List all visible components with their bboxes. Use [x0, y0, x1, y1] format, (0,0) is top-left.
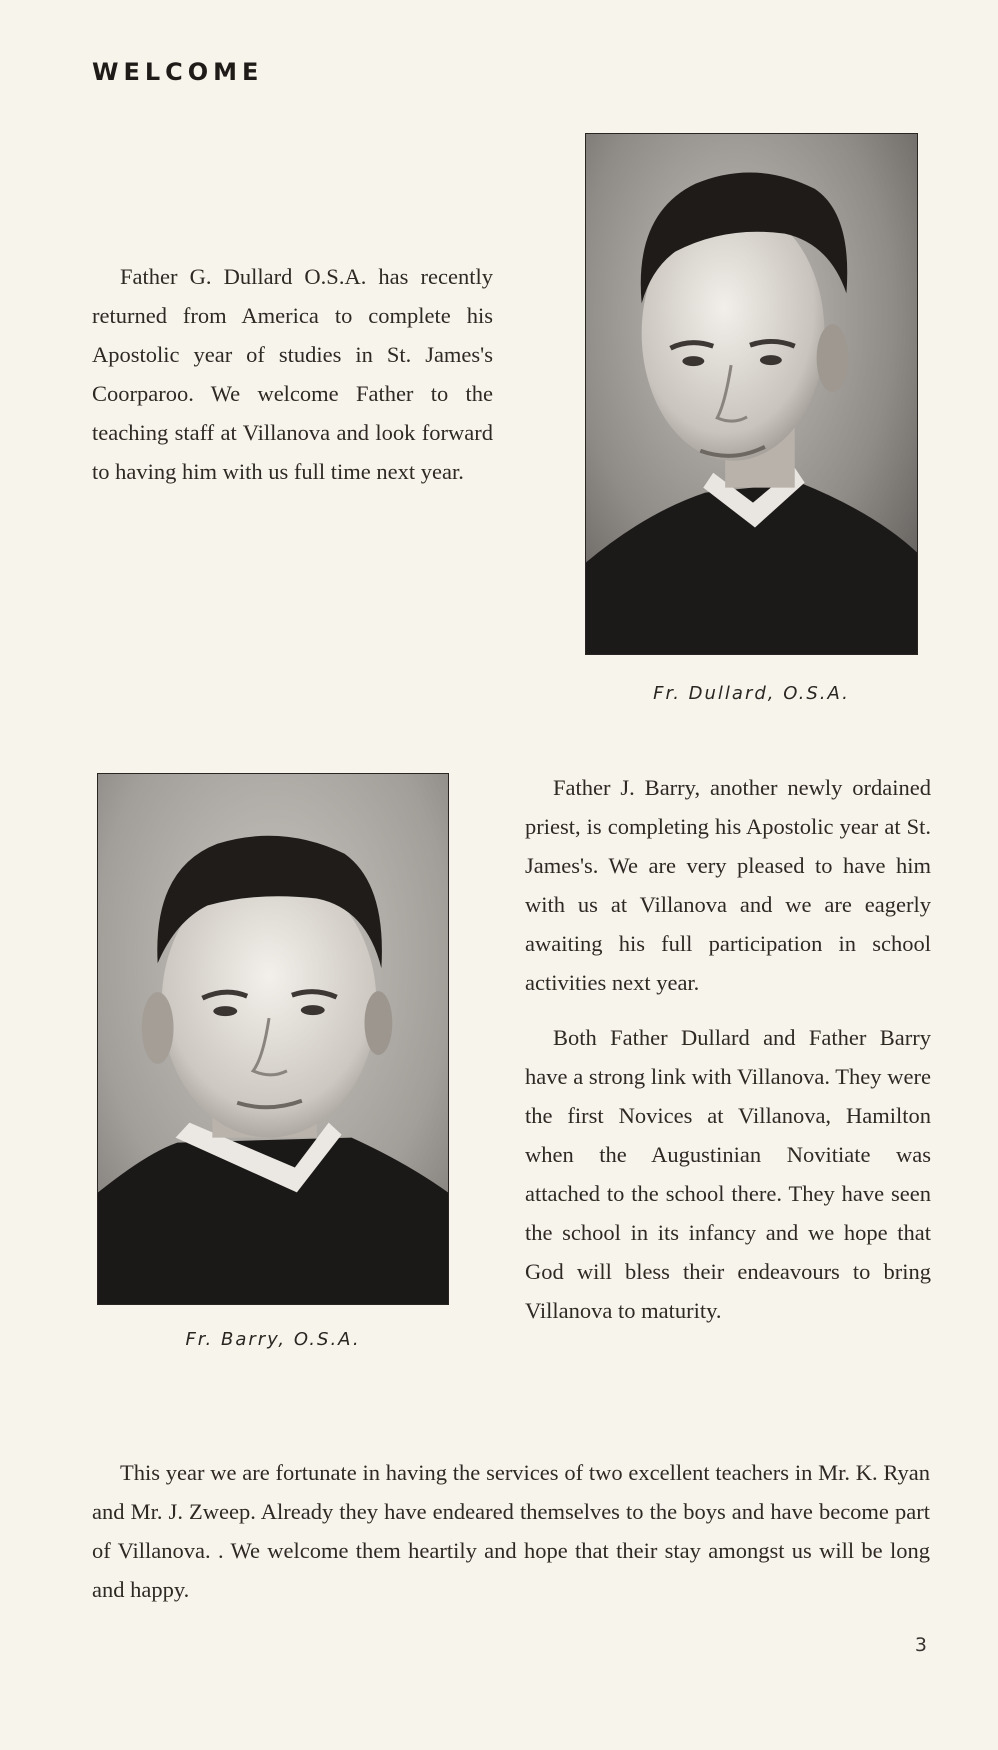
- teachers-paragraph: This year we are fortunate in having the services of two excellent teachers in Mr. K. Ryan and Mr. J. Zweep. Already they have endeared themselves to the boys and have become part of Villanova. . We welcome them heartily and hope that their stay amongst us will be long and happy.: [92, 1460, 930, 1602]
- dullard-photo-caption: Fr. Dullard, O.S.A.: [653, 683, 850, 704]
- dullard-paragraph: Father G. Dullard O.S.A. has recently returned from America to complete his Apostolic year of studies in St. James's Coorparoo. We welcome Father to the teaching staff at Villanova and look forward to having him with us full time next year.: [92, 264, 493, 484]
- barry-paragraph-1: Father J. Barry, another newly ordained priest, is completing his Apostolic year at St. James's. We are very pleased to have him with us at Villanova and we are eagerly awaiting his full participation in school activities next year.: [525, 775, 931, 995]
- page-number: 3: [914, 1634, 927, 1656]
- barry-text-block: [525, 768, 931, 1330]
- page-heading: WELCOME: [92, 58, 264, 86]
- barry-photo-caption: Fr. Barry, O.S.A.: [185, 1329, 361, 1350]
- dullard-portrait-image: [586, 134, 917, 654]
- barry-portrait-image: [98, 774, 448, 1304]
- barry-portrait-photo: [97, 773, 449, 1305]
- dullard-text-block: [92, 257, 493, 491]
- barry-paragraph-2: Both Father Dullard and Father Barry have a strong link with Villanova. They were the first Novices at Villanova, Hamilton when the Augustinian Novitiate was attached to the school there. They have seen the school in its infancy and we hope that God will bless their endeavours to bring Villanova to maturity.: [525, 1025, 931, 1323]
- dullard-portrait-photo: [585, 133, 918, 655]
- teachers-text-block: [92, 1453, 930, 1609]
